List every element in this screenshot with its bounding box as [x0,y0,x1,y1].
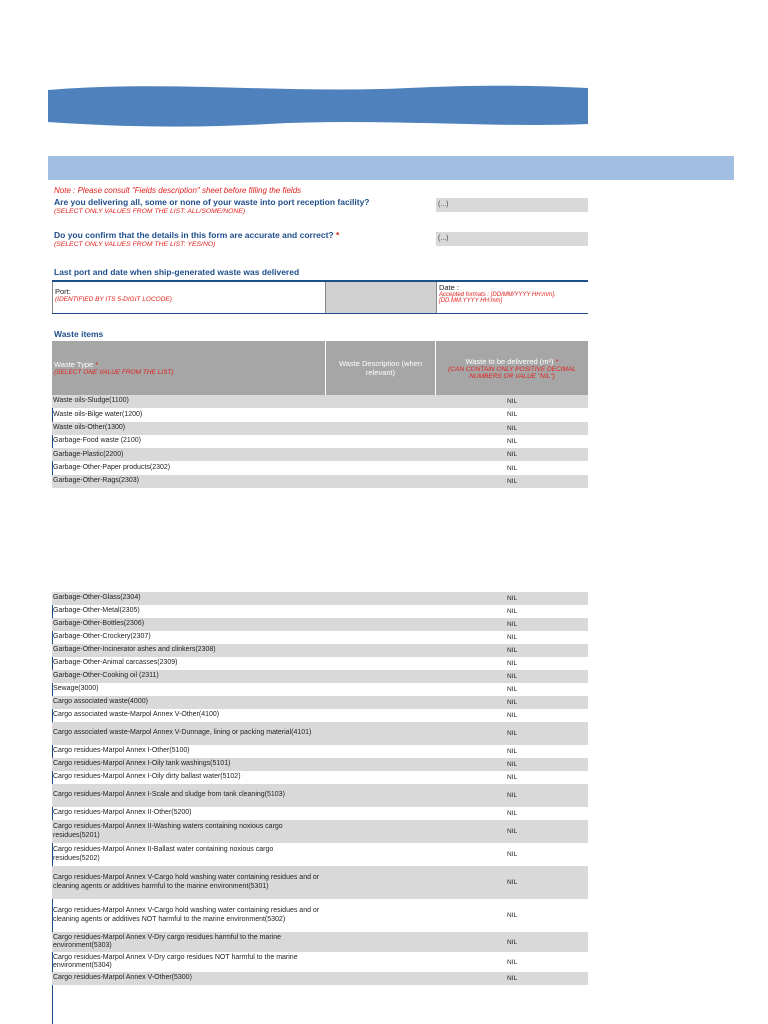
waste-type-cell[interactable]: Garbage-Plastic(2200) [53,450,124,458]
header-wave-banner [48,84,588,128]
waste-type-cell[interactable]: Waste oils-Bilge water(1200) [53,410,143,418]
waste-type-cell[interactable]: Cargo associated waste-Marpol Annex V-Dunnage, lining or packing material(4101) [53,729,312,737]
table-row [52,683,588,696]
waste-description-cell[interactable] [326,866,436,899]
table-row [52,618,588,631]
waste-description-cell[interactable] [326,952,436,972]
col-waste-amount: Waste to be delivered (m³) * (CAN CONTAIN ONLY POSITIVE DECIMAL NUMBERS OR VALUE "NIL") [436,341,588,395]
waste-description-cell[interactable] [326,722,436,745]
waste-description-cell[interactable] [326,683,436,696]
waste-type-cell[interactable]: Garbage-Other-Animal carcasses(2309) [53,659,178,667]
table-row [52,448,588,461]
waste-type-cell[interactable]: Garbage-Other-Paper products(2302) [53,463,171,471]
date-hint: Accepted formats : [DD/MM/YYYY HH:mm], [DD.MM.YYYY HH:mm] [439,292,556,304]
port-label: Port: [55,287,71,296]
waste-type-cell[interactable]: Cargo residues-Marpol Annex II-Ballast water containing noxious cargo residues(5202) [53,846,274,862]
table-row [52,784,588,807]
waste-description-cell[interactable] [326,657,436,670]
col-waste-type: Waste Type * (SELECT ONE VALUE FROM THE LIST) [52,341,326,395]
waste-amount-cell[interactable]: NIL [506,451,518,459]
delivering-select[interactable]: (...) [436,198,588,212]
last-port-title: Last port and date when ship-generated waste was delivered [54,267,300,277]
waste-amount-cell[interactable]: NIL [506,647,518,654]
table-row [52,771,588,784]
waste-type-cell[interactable]: Waste oils-Sludge(1100) [53,397,129,405]
waste-amount-cell[interactable]: NIL [506,774,518,781]
question-confirm [54,230,339,248]
waste-type-cell[interactable]: Cargo residues-Marpol Annex I-Other(5100) [53,747,190,755]
table-row [52,605,588,618]
waste-amount-cell[interactable]: NIL [506,975,518,982]
waste-type-cell[interactable]: Garbage-Other-Rags(2303) [53,477,139,485]
waste-description-cell[interactable] [326,972,436,985]
table-row [52,709,588,722]
table-row [52,435,588,448]
table-row [52,475,588,488]
table-row [52,807,588,820]
waste-amount-cell[interactable]: NIL [506,810,518,817]
waste-amount-cell[interactable]: NIL [506,699,518,706]
waste-type-cell[interactable]: Cargo residues-Marpol Annex V-Cargo hold washing water containing residues and or cleaning agents or additives harmful to the marine environment(5301) [53,874,320,890]
waste-description-cell[interactable] [326,448,436,461]
table-row [52,657,588,670]
question-delivering-hint: (SELECT ONLY VALUES FROM THE LIST: ALL/SOME/NONE) [54,208,246,215]
waste-amount-cell[interactable]: NIL [506,828,518,835]
required-mark: * [336,230,340,240]
waste-amount-cell[interactable]: NIL [506,477,518,485]
question-delivering-text: Are you delivering all, some or none of your waste into port reception facility? [54,197,370,207]
waste-type-cell[interactable]: Cargo residues-Marpol Annex V-Dry cargo residues NOT harmful to the marine environment(5304) [53,953,298,969]
table-row [52,745,588,758]
date-cell[interactable] [436,282,588,313]
waste-description-cell[interactable] [326,696,436,709]
waste-description-cell[interactable] [326,709,436,722]
table-row [52,670,588,683]
waste-description-cell[interactable] [326,605,436,618]
table-row [52,932,588,952]
waste-type-cell[interactable]: Cargo residues-Marpol Annex V-Cargo hold washing water containing residues and or cleaning agents or additives NOT harmful to the marine environment(5302) [53,907,320,923]
waste-type-cell[interactable]: Garbage-Other-Bottles(2306) [53,620,145,628]
waste-amount-cell[interactable]: NIL [506,958,518,966]
question-confirm-text: Do you confirm that the details in this form are accurate and correct? [54,230,334,240]
waste-description-cell[interactable] [326,395,436,408]
waste-description-cell[interactable] [326,771,436,784]
waste-amount-cell[interactable]: NIL [506,748,518,755]
waste-type-cell[interactable]: Garbage-Other-Cooking oil (2311) [53,672,159,680]
table-row [52,644,588,657]
table-row [52,820,588,843]
table-row [52,462,588,475]
waste-table-header [52,341,588,395]
waste-description-cell[interactable] [326,843,436,866]
waste-type-cell[interactable]: Cargo residues-Marpol Annex II-Washing waters containing noxious cargo residues(5201) [53,823,283,839]
waste-amount-cell[interactable]: NIL [506,673,518,680]
waste-type-cell[interactable]: Cargo associated waste-Marpol Annex V-Other(4100) [53,711,220,719]
waste-description-cell[interactable] [326,422,436,435]
waste-description-cell[interactable] [326,475,436,488]
waste-amount-cell[interactable]: NIL [506,730,518,737]
waste-type-cell[interactable]: Garbage-Other-Glass(2304) [53,594,141,602]
last-port-box [52,280,588,314]
waste-amount-cell[interactable]: NIL [506,608,518,615]
table-row [52,952,588,972]
waste-amount-cell[interactable]: NIL [506,398,518,406]
waste-amount-cell[interactable]: NIL [506,686,518,693]
waste-amount-cell[interactable]: NIL [506,912,518,919]
table-row [52,408,588,421]
table-row [52,972,588,985]
waste-type-cell[interactable]: Garbage-Other-Metal(2305) [53,607,140,615]
waste-description-cell[interactable] [326,807,436,820]
waste-description-cell[interactable] [326,932,436,952]
question-confirm-hint: (SELECT ONLY VALUES FROM THE LIST: YES/NO) [54,241,216,248]
waste-description-cell[interactable] [326,670,436,683]
title-band [48,156,734,180]
waste-amount-cell[interactable]: NIL [506,712,518,719]
waste-description-cell[interactable] [326,758,436,771]
date-label: Date : [439,283,460,292]
port-input[interactable] [326,282,436,313]
waste-description-cell[interactable] [326,462,436,475]
table-row [52,631,588,644]
col-waste-type-hint: (SELECT ONE VALUE FROM THE LIST) [54,369,174,376]
waste-amount-cell[interactable]: NIL [506,634,518,641]
waste-amount-cell[interactable]: NIL [506,411,518,419]
waste-type-cell[interactable]: Garbage-Other-Incinerator ashes and clinkers(2308) [53,646,216,654]
waste-type-cell[interactable]: Cargo residues-Marpol Annex V-Other(5300) [53,974,192,982]
col-waste-amount-hint: (CAN CONTAIN ONLY POSITIVE DECIMAL NUMBERS OR VALUE "NIL") [448,365,576,380]
waste-type-cell[interactable]: Waste oils-Other(1300) [53,423,126,431]
waste-description-cell[interactable] [326,820,436,843]
table-row [52,395,588,408]
table-row [52,866,588,899]
waste-description-cell[interactable] [326,745,436,758]
waste-amount-cell[interactable]: NIL [506,660,518,667]
table-row [52,696,588,709]
waste-amount-cell[interactable]: NIL [506,851,518,858]
waste-type-cell[interactable]: Cargo residues-Marpol Annex I-Oily dirty ballast water(5102) [53,773,241,781]
waste-type-cell[interactable]: Cargo residues-Marpol Annex V-Dry cargo residues harmful to the marine environment(5303) [53,933,281,949]
waste-amount-cell[interactable]: NIL [506,792,518,799]
fields-note: Note : Please consult "Fields description" sheet before filling the fields [54,186,302,195]
question-delivering [54,197,370,215]
waste-description-cell[interactable] [326,784,436,807]
table-row [52,722,588,745]
table-row [52,422,588,435]
waste-type-cell[interactable]: Cargo residues-Marpol Annex I-Oily tank washings(5101) [53,760,231,768]
port-hint: (IDENTIFIED BY ITS 5-DIGIT LOCODE) [55,296,172,303]
waste-type-cell[interactable]: Garbage-Other-Crockery(2307) [53,633,151,641]
col-waste-description: Waste Description (when relevant) [326,341,436,395]
waste-description-cell[interactable] [326,631,436,644]
confirm-select[interactable]: (...) [436,232,588,246]
waste-type-cell[interactable]: Cargo associated waste(4000) [53,698,148,706]
waste-amount-cell[interactable]: NIL [506,621,518,628]
waste-amount-cell[interactable]: NIL [506,424,518,432]
table-row [52,758,588,771]
waste-type-cell[interactable]: Cargo residues-Marpol Annex II-Other(5200) [53,809,192,817]
waste-amount-cell[interactable]: NIL [506,464,518,472]
port-label-cell [52,282,326,313]
waste-description-cell[interactable] [326,592,436,605]
waste-description-cell[interactable] [326,408,436,421]
waste-items-title: Waste items [54,329,104,339]
waste-amount-cell[interactable]: NIL [506,879,518,886]
waste-amount-cell[interactable]: NIL [506,595,518,602]
waste-description-cell[interactable] [326,618,436,631]
table-row [52,899,588,932]
waste-type-cell[interactable]: Sewage(3000) [53,685,99,693]
waste-type-cell[interactable]: Garbage-Food waste (2100) [53,437,141,445]
waste-description-cell[interactable] [326,644,436,657]
table-row [52,843,588,866]
waste-amount-cell[interactable]: NIL [506,938,518,946]
waste-amount-cell[interactable]: NIL [506,761,518,768]
waste-description-cell[interactable] [326,899,436,932]
waste-description-cell[interactable] [326,435,436,448]
waste-amount-cell[interactable]: NIL [506,438,518,446]
table-row [52,592,588,605]
waste-type-cell[interactable]: Cargo residues-Marpol Annex I-Scale and sludge from tank cleaning(5103) [53,791,285,799]
